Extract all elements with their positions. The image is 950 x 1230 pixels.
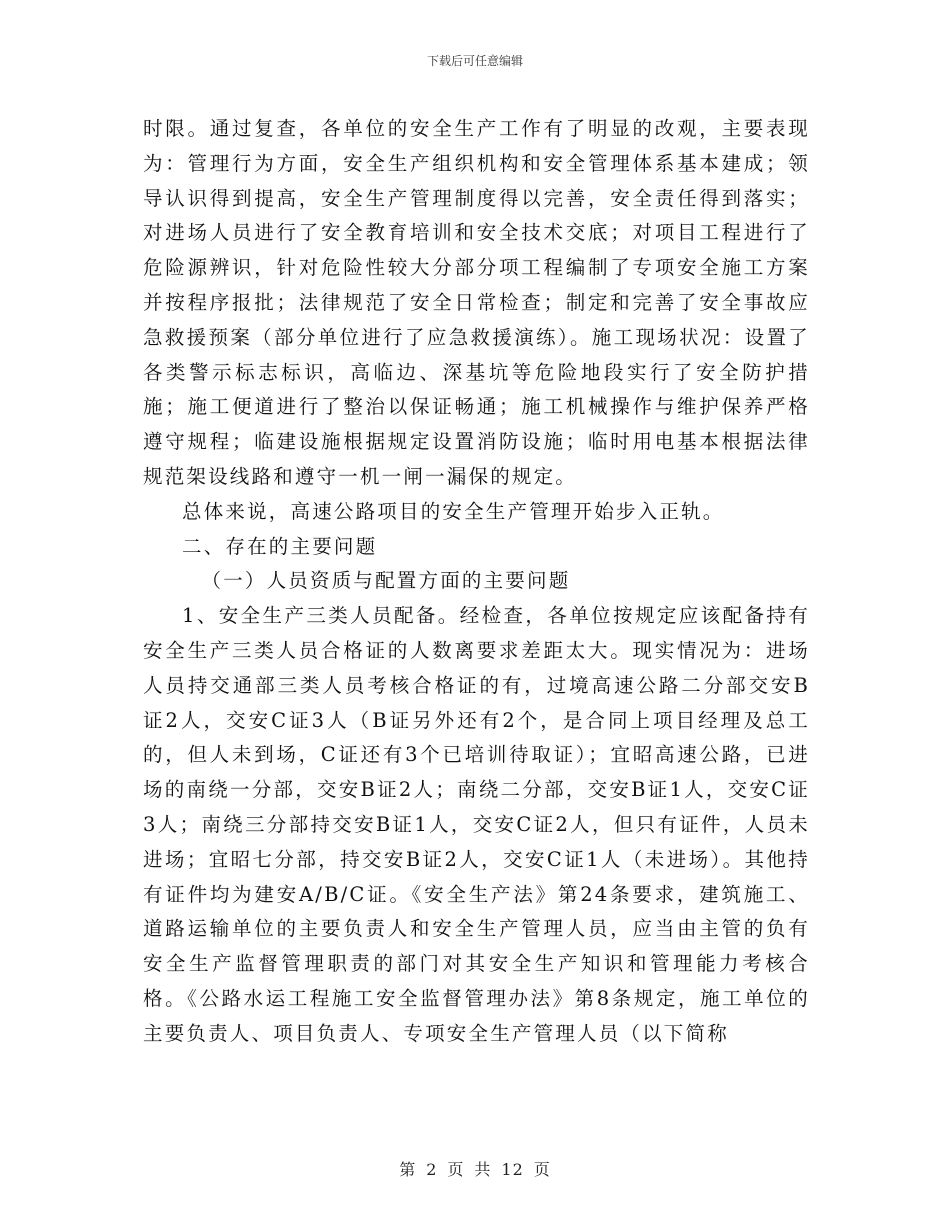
paragraph-status-improvements: 时限。通过复查，各单位的安全生产工作有了明显的改观，主要表现为：管理行为方面，安全生产组织机构和安全管理体系基本建成；领导认识得到提高，安全生产管理制度得以完善，安全责任得到落实；对进场人员进行了安全教育培训和安全技术交底；对项目工程进行了危险源辨识，针对危险性较大分部分项工程编制了专项安全施工方案并按程序报批；法律规范了安全日常检查；制定和完善了安全事故应急救援预案（部分单位进行了应急救援演练）。施工现场状况：设置了各类警示标志标识，高临边、深基坑等危险地段实行了安全防护措施；施工便道进行了整治以保证畅通；施工机械操作与维护保养严格遵守规程；临建设施根据规定设置消防设施；临时用电基本根据法律规范架设线路和遵守一机一闸一漏保的规定。 xyxy=(143,117,810,488)
footer-page-unit: 页 xyxy=(447,1160,465,1179)
footer-total-label: 共 xyxy=(474,1160,492,1179)
footer-total-pages: 12 xyxy=(501,1160,524,1179)
footer-page-label: 第 xyxy=(399,1160,417,1179)
paragraph-three-types-personnel: 1、安全生产三类人员配备。经检查，各单位按规定应该配备持有安全生产三类人员合格证的人数离要求差距太大。现实情况为：进场人员持交通部三类人员考核合格证的有，过境高速公路二分部交安B证2人，交安C证3人（B证另外还有2个，是合同上项目经理及总工的，但人未到场，C证还有3个已培训待取证）；宜昭高速公路，已进场的南绕一分部，交安B证2人；南绕二分部，交安B证1人，交安C证3人；南绕三分部持交安B证1人，交安C证2人，但只有证件，人员未进场；宜昭七分部，持交安B证2人，交安C证1人（未进场）。其他持有证件均为建安A/B/C证。《安全生产法》第24条要求，建筑施工、道路运输单位的主要负责人和安全生产管理人员，应当由主管的负有安全生产监督管理职责的部门对其安全生产知识和管理能力考核合格。《公路水运工程施工安全监督管理办法》第8条规定，施工单位的主要负责人、项目负责人、专项安全生产管理人员（以下简称 xyxy=(143,604,810,1045)
footer-current-page: 2 xyxy=(426,1160,438,1179)
page-footer xyxy=(0,1157,950,1180)
footer-total-unit: 页 xyxy=(533,1160,551,1179)
document-body xyxy=(143,112,810,1052)
paragraph-overall-summary: 总体来说，高速公路项目的安全生产管理开始步入正轨。 xyxy=(182,499,725,523)
subsection-heading-personnel: （一）人员资质与配置方面的主要问题 xyxy=(201,569,571,593)
section-heading-main-problems: 二、存在的主要问题 xyxy=(182,534,378,558)
page-header: 下载后可任意编辑 xyxy=(426,54,523,68)
